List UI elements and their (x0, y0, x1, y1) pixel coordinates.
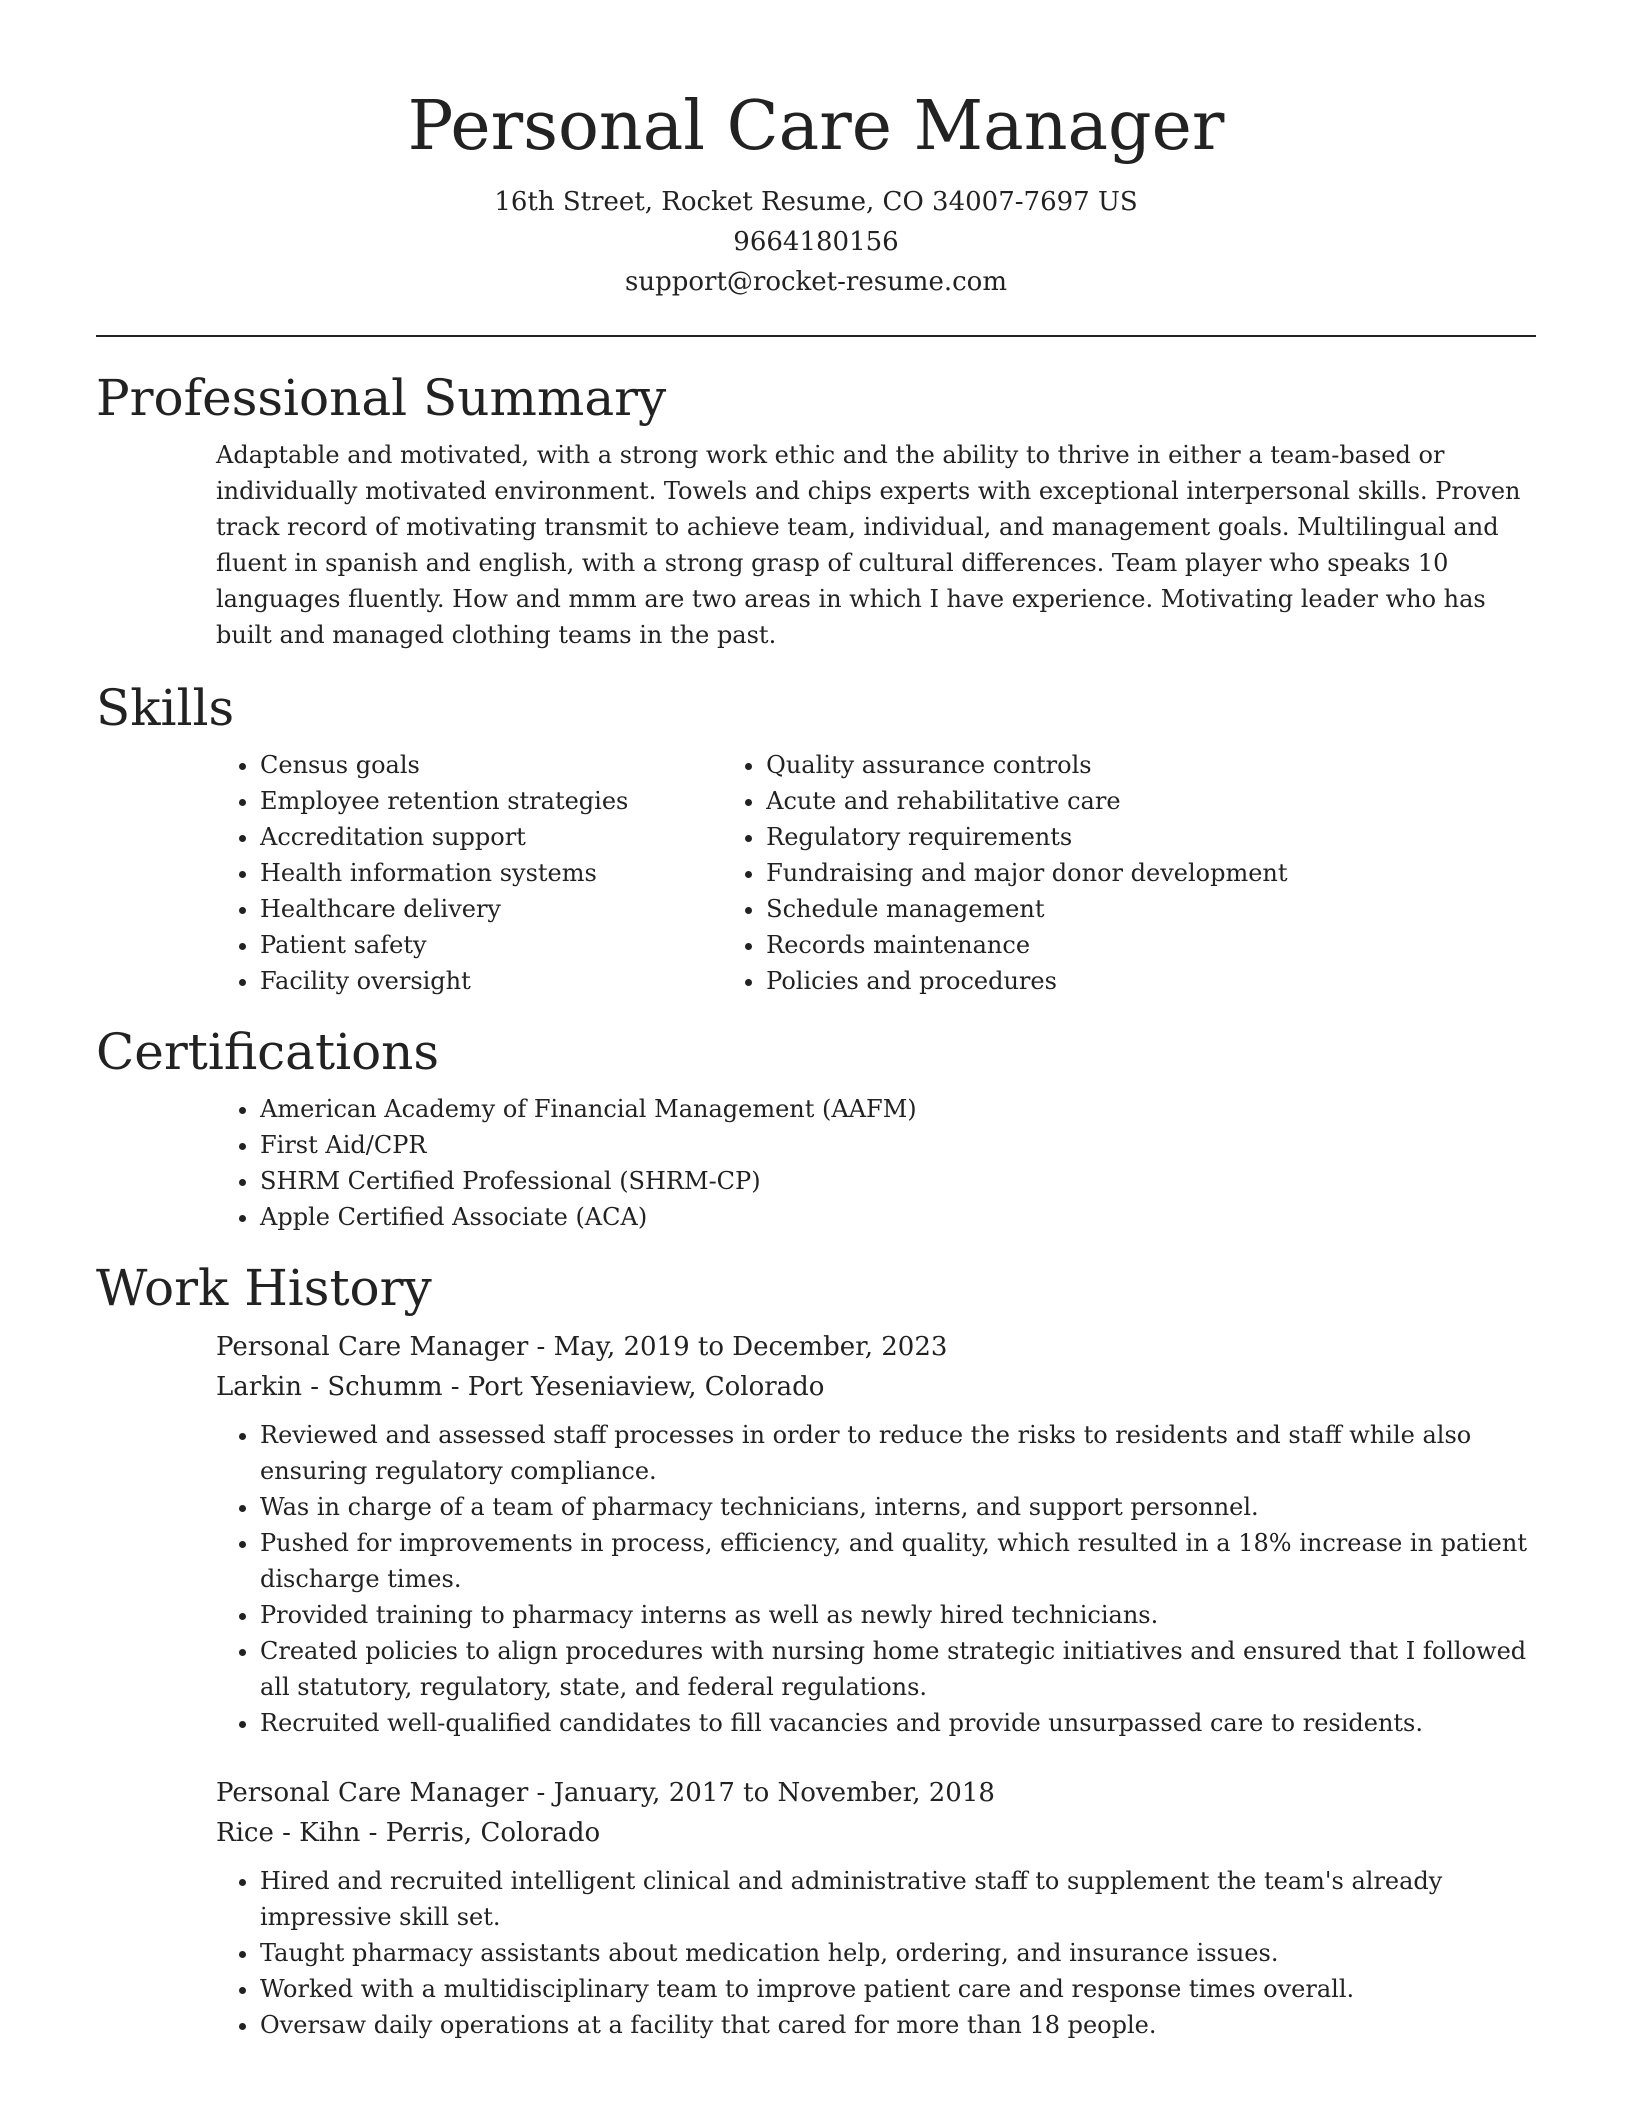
job-duty: • Hired and recruited intelligent clinical and administrative staff to supplement the team's already impressive skill set. (260, 1863, 1536, 1935)
contact-info (96, 182, 1536, 302)
certifications-list (96, 1091, 1536, 1235)
job-duty: • Reviewed and assessed staff processes in order to reduce the risks to residents and staff while also ensuring regulatory compliance. (260, 1417, 1536, 1489)
skill-item: • Healthcare delivery (260, 891, 742, 927)
skill-item: • Policies and procedures (766, 963, 1536, 999)
resume-header (96, 0, 1536, 302)
job-duty: • Was in charge of a team of pharmacy technicians, interns, and support personnel. (260, 1489, 1536, 1525)
job-duties-list (216, 1863, 1536, 2043)
job-company: Larkin - Schumm - Port Yeseniaview, Colorado (216, 1372, 825, 1402)
work-history-section (96, 1257, 1536, 2043)
work-history-heading: Work History (96, 1259, 432, 1317)
certification-item: • Apple Certified Associate (ACA) (260, 1199, 1536, 1235)
job-duty: • Pushed for improvements in process, efficiency, and quality, which resulted in a 18% increase in patient discharge times. (260, 1525, 1536, 1597)
job-duty: • Oversaw daily operations at a facility that cared for more than 18 people. (260, 2007, 1536, 2043)
address: 16th Street, Rocket Resume, CO 34007-7697 US (494, 187, 1138, 217)
skill-item: • Health information systems (260, 855, 742, 891)
skills-section (96, 677, 1536, 999)
job-duty: • Taught pharmacy assistants about medication help, ordering, and insurance issues. (260, 1935, 1536, 1971)
skill-item: • Quality assurance controls (766, 747, 1536, 783)
skill-item: • Employee retention strategies (260, 783, 742, 819)
certifications-heading: Certifications (96, 1023, 440, 1081)
job-title: Personal Care Manager - May, 2019 to December, 2023 (216, 1332, 948, 1362)
resume-page (96, 0, 1536, 2043)
summary-text: Adaptable and motivated, with a strong work ethic and the ability to thrive in either a team-based or individually motivated environment. Towels and chips experts with exceptional interpersonal skills. Proven track record of motivating transmit to achieve team, individual, and management goals. Multilingual and fluent in spanish and english, with a strong grasp of cultural differences. Team player who speaks 10 languages fluently. How and mmm are two areas in which I have experience. Motivating leader who has built and managed clothing teams in the past. (216, 441, 1521, 649)
job-entry (216, 1773, 1536, 2043)
header-divider (96, 335, 1536, 337)
certifications-section (96, 1021, 1536, 1235)
skill-item: • Records maintenance (766, 927, 1536, 963)
email-address: support@rocket-resume.com (624, 267, 1007, 297)
job-duty: • Recruited well-qualified candidates to fill vacancies and provide unsurpassed care to residents. (260, 1705, 1536, 1741)
skill-item: • Census goals (260, 747, 742, 783)
skill-item: • Patient safety (260, 927, 742, 963)
job-duty: • Created policies to align procedures with nursing home strategic initiatives and ensured that I followed all statutory, regulatory, state, and federal regulations. (260, 1633, 1536, 1705)
job-duty: • Worked with a multidisciplinary team to improve patient care and response times overall. (260, 1971, 1536, 2007)
skill-item: • Acute and rehabilitative care (766, 783, 1536, 819)
skill-item: • Regulatory requirements (766, 819, 1536, 855)
job-duties-list (216, 1417, 1536, 1741)
phone-number: 9664180156 (733, 227, 899, 257)
skill-item: • Accreditation support (260, 819, 742, 855)
certification-item: • First Aid/CPR (260, 1127, 1536, 1163)
job-company: Rice - Kihn - Perris, Colorado (216, 1818, 601, 1848)
job-duty: • Provided training to pharmacy interns as well as newly hired technicians. (260, 1597, 1536, 1633)
skill-item: • Facility oversight (260, 963, 742, 999)
job-title: Personal Care Manager - January, 2017 to November, 2018 (216, 1778, 995, 1808)
skills-list-left (96, 747, 742, 999)
certification-item: • American Academy of Financial Management (AAFM) (260, 1091, 1536, 1127)
skills-list-right (742, 747, 1536, 999)
certification-item: • SHRM Certified Professional (SHRM-CP) (260, 1163, 1536, 1199)
job-entry (216, 1327, 1536, 1741)
skill-item: • Fundraising and major donor development (766, 855, 1536, 891)
summary-section (96, 367, 1536, 653)
skill-item: • Schedule management (766, 891, 1536, 927)
skills-heading: Skills (96, 679, 235, 737)
candidate-name: Personal Care Manager (407, 87, 1225, 166)
summary-heading: Professional Summary (96, 369, 667, 427)
